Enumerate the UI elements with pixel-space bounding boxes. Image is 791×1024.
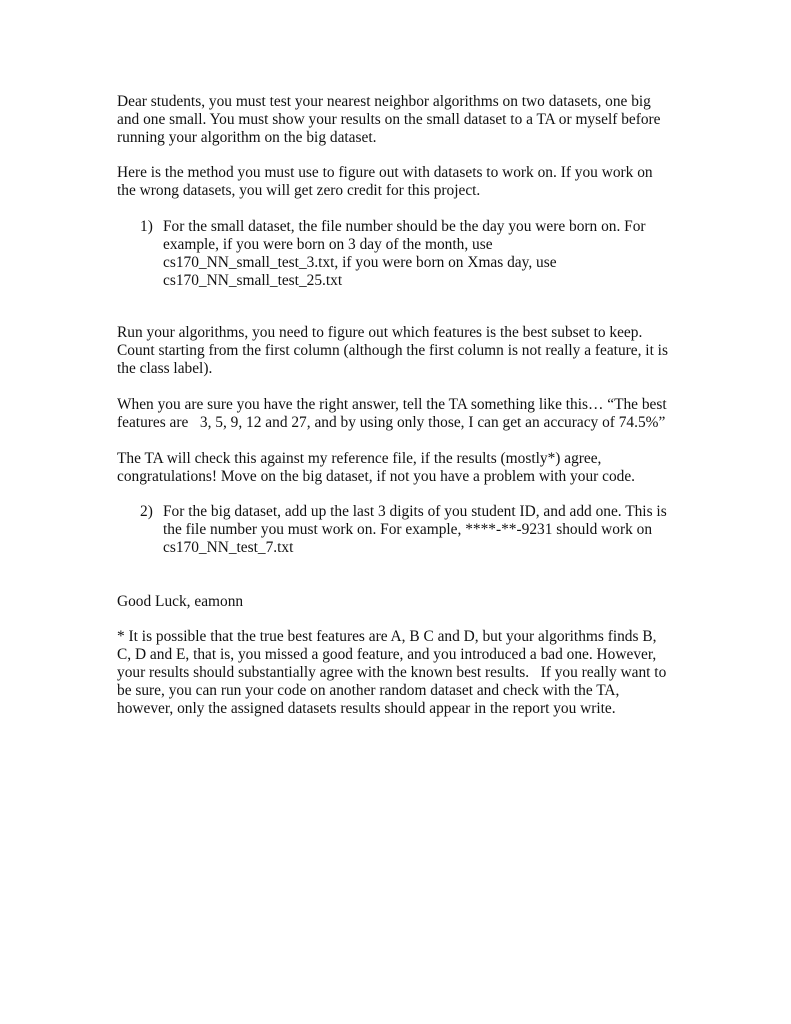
text-line: Count starting from the first column (although the first column is not really a feature, it is [117,342,668,359]
text-line: Dear students, you must test your nearest neighbor algorithms on two datasets, one big [117,93,651,110]
text-line: features are 3, 5, 9, 12 and 27, and by using only those, I can get an accuracy of 74.5%” [117,414,666,431]
text-line: example, if you were born on 3 day of the month, use [163,236,493,253]
text-line: cs170_NN_small_test_25.txt [163,272,343,289]
text-line: When you are sure you have the right answer, tell the TA something like this… “The best [117,396,667,413]
text-line: cs170_NN_small_test_3.txt, if you were born on Xmas day, use [163,254,557,271]
text-line: The TA will check this against my reference file, if the results (mostly*) agree, [117,450,602,467]
text-line: For the small dataset, the file number should be the day you were born on. For [163,218,646,235]
text-line: running your algorithm on the big dataset. [117,129,377,146]
text-line: Run your algorithms, you need to figure out which features is the best subset to keep. [117,324,643,341]
text-line: the wrong datasets, you will get zero credit for this project. [117,182,481,199]
item-number: 2) [140,503,153,520]
text-line: the file number you must work on. For example, ****-**-9231 should work on [163,521,653,538]
text-line: be sure, you can run your code on another random dataset and check with the TA, [117,682,620,699]
text-line: the class label). [117,360,213,377]
text-line: and one small. You must show your results on the small dataset to a TA or myself before [117,111,661,128]
text-line: For the big dataset, add up the last 3 digits of you student ID, and add one. This is [163,503,667,520]
text-line: your results should substantially agree with the known best results. If you really want to [117,664,667,681]
text-line: congratulations! Move on the big dataset, if not you have a problem with your code. [117,468,636,485]
text-line: cs170_NN_test_7.txt [163,539,294,556]
text-line: C, D and E, that is, you missed a good feature, and you introduced a bad one. However, [117,646,657,663]
signoff: Good Luck, eamonn [117,593,244,610]
text-line: Here is the method you must use to figure out with datasets to work on. If you work on [117,164,653,181]
text-line: however, only the assigned datasets results should appear in the report you write. [117,700,616,717]
text-line: * It is possible that the true best features are A, B C and D, but your algorithms finds B, [117,628,657,645]
item-number: 1) [140,218,153,235]
